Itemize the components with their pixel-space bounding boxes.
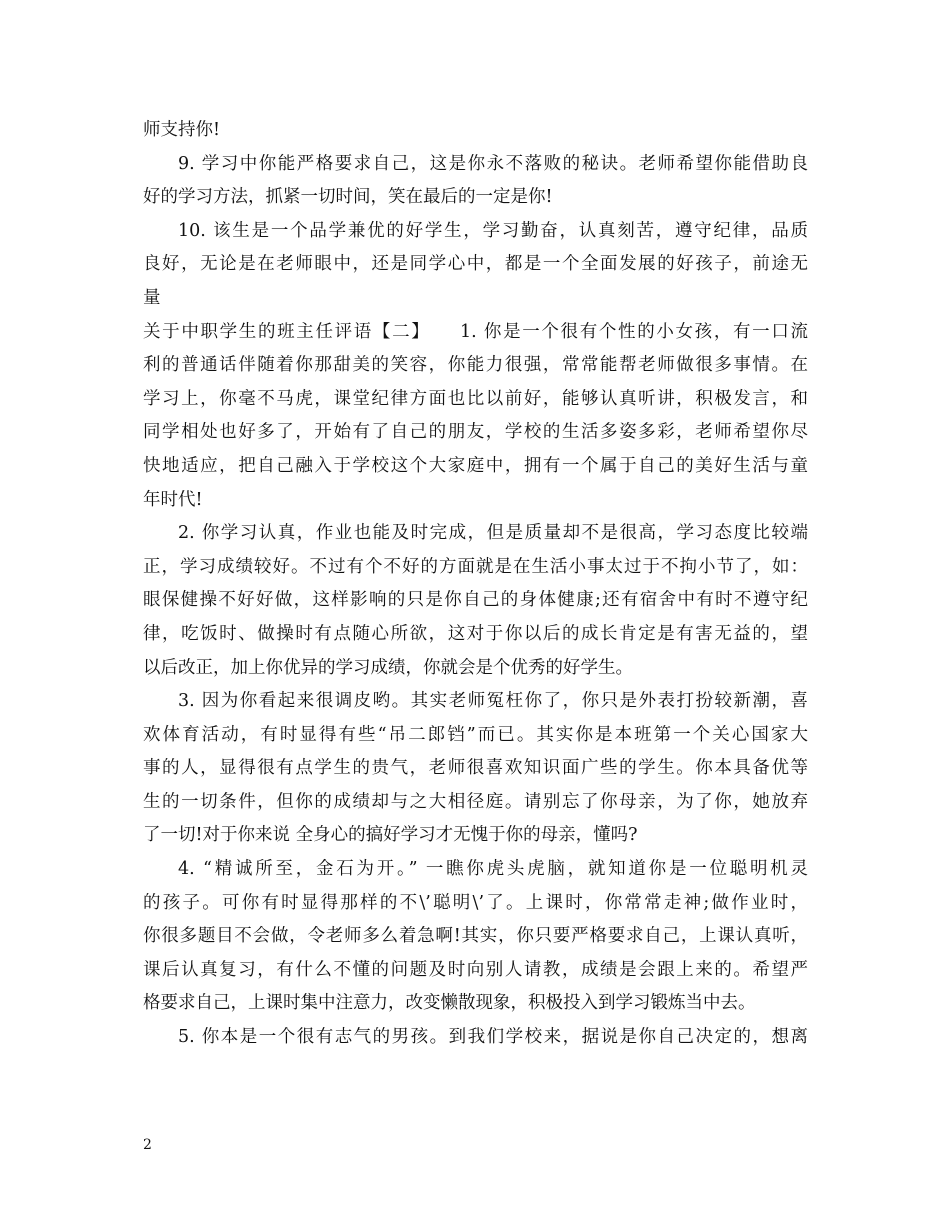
text-line: 利的普通话伴随着你那甜美的笑容，你能力很强，常常能帮老师做很多事情。在 [143,355,808,376]
text-line: 4. “精诚所至，金石为开。” 一瞧你虎头虎脑，就知道你是一位聪明机灵 [178,859,808,880]
text-line: 学习上，你毫不马虎，课堂纪律方面也比以前好，能够认真听讲，积极发言，和 [143,388,808,409]
text-line: 的孩子。可你有时显得那样的不\’聪明\’了。上课时，你常常走神;做作业时， [143,892,808,913]
text-line: 5. 你本是一个很有志气的男孩。到我们学校来，据说是你自己决定的，想离 [178,1027,808,1048]
text-line: 9. 学习中你能严格要求自己，这是你永不落败的秘诀。老师希望你能借助良 [178,153,808,174]
text-line: 3. 因为你看起来很调皮哟。其实老师冤枉你了，你只是外表打扮较新潮，喜 [178,691,808,712]
text-line: 好的学习方法，抓紧一切时间，笑在最后的一定是你! [143,187,553,208]
text-line: 生的一切条件，但你的成绩却与之大相径庭。请别忘了你母亲，为了你，她放弃 [143,791,808,812]
text-line: 量 [143,287,161,308]
text-line: 年时代! [143,489,203,510]
text-line: 师支持你! [143,120,221,140]
text-line: 良好，无论是在老师眼中，还是同学心中，都是一个全面发展的好孩子，前途无 [143,254,808,275]
text-line: 2. 你学习认真，作业也能及时完成，但是质量却不是很高，学习态度比较端 [178,523,808,544]
text-line: 正，学习成绩较好。不过有个不好的方面就是在生活小事太过于不拘小节了，如： [143,556,808,577]
text-line: 欢体育活动，有时显得有些“吊二郎铛”而已。其实你是本班第一个关心国家大 [143,724,808,745]
text-line: 关于中职学生的班主任评语【二】 1. 你是一个很有个性的小女孩，有一口流 [143,321,808,342]
text-line: 10. 该生是一个品学兼优的好学生，学习勤奋，认真刻苦，遵守纪律，品质 [178,220,808,241]
text-line: 以后改正，加上你优异的学习成绩，你就会是个优秀的好学生。 [143,657,633,678]
text-line: 你很多题目不会做，令老师多么着急啊!其实，你只要严格要求自己，上课认真听， [143,926,808,947]
text-line: 课后认真复习，有什么不懂的问题及时向别人请教，成绩是会跟上来的。希望严 [143,959,808,980]
text-line: 事的人，显得很有点学生的贵气，老师很喜欢知识面广些的学生。你本具备优等 [143,758,808,779]
text-line: 同学相处也好多了，开始有了自己的朋友，学校的生活多姿多彩，老师希望你尽 [143,422,808,443]
text-line: 格要求自己，上课时集中注意力，改变懒散现象，积极投入到学习锻炼当中去。 [143,993,756,1014]
text-line: 快地适应，把自己融入于学校这个大家庭中，拥有一个属于自己的美好生活与童 [143,455,808,476]
text-line: 律，吃饭时、做操时有点随心所欲，这对于你以后的成长肯定是有害无益的，望 [143,623,808,644]
text-line: 了一切!对于你来说 全身心的搞好学习才无愧于你的母亲，懂吗? [143,825,638,846]
text-line: 眼保健操不好好做，这样影响的只是你自己的身体健康;还有宿舍中有时不遵守纪 [143,590,808,611]
document-body [143,114,808,1055]
page-number: 2 [143,1137,152,1153]
